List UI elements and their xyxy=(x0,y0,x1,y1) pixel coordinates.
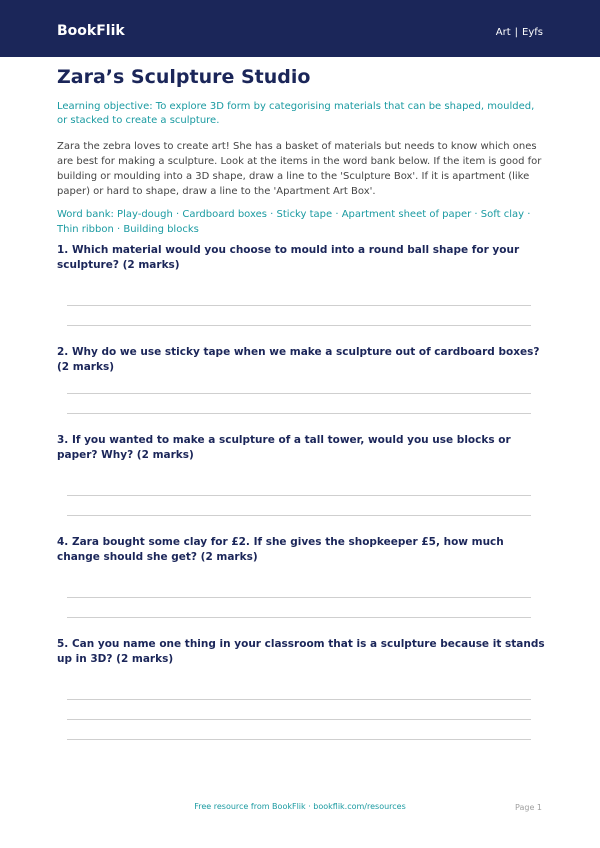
word-bank-item: Thin ribbon xyxy=(57,224,114,235)
answer-line[interactable] xyxy=(67,325,531,326)
answer-line[interactable] xyxy=(67,413,531,414)
answer-line[interactable] xyxy=(67,597,531,598)
page-title: Zara’s Sculpture Studio xyxy=(57,66,311,88)
answer-line[interactable] xyxy=(67,617,531,618)
learning-objective: Learning objective: To explore 3D form by categorising materials that can be shaped, moulded, or stacked to create a sculpture. xyxy=(57,101,535,126)
breadcrumb-separator: | xyxy=(514,27,519,38)
word-bank-item: Play-dough xyxy=(117,209,173,220)
intro-text: Zara the zebra loves to create art! She has a basket of materials but needs to know which ones are best for making a sculpture. Look at the items in the word bank below. If the item is good for building or moulding into a 3D shape, draw a line to the 'Sculpture Box'. If it is apartment (like paper) or hard to shape, draw a line to the 'Apartment Art Box'. xyxy=(57,141,542,197)
answer-line[interactable] xyxy=(67,719,531,720)
word-bank-item: Soft clay xyxy=(480,209,525,220)
question-2: 2. Why do we use sticky tape when we make a sculpture out of cardboard boxes? (2 marks) xyxy=(57,346,540,373)
breadcrumb-level[interactable]: Eyfs xyxy=(522,27,543,38)
word-bank-item: Sticky tape xyxy=(276,209,333,220)
word-bank-item: Apartment sheet of paper xyxy=(341,209,472,220)
answer-line[interactable] xyxy=(67,393,531,394)
worksheet-intro xyxy=(57,65,544,237)
question-1: 1. Which material would you choose to mould into a round ball shape for your sculpture? (2 marks) xyxy=(57,244,520,271)
answer-line[interactable] xyxy=(67,699,531,700)
answer-line[interactable] xyxy=(67,515,531,516)
page-header xyxy=(0,0,600,57)
question-3: 3. If you wanted to make a sculpture of a tall tower, would you use blocks or paper? Why? (2 marks) xyxy=(57,434,511,461)
page-number: Page 1 xyxy=(515,803,542,812)
word-bank: Word bank: Play-dough · Cardboard boxes · Sticky tape · Apartment sheet of paper · Soft clay · Thin ribbon · Building blocks xyxy=(57,209,531,235)
answer-line[interactable] xyxy=(67,739,531,740)
word-bank-item: Cardboard boxes xyxy=(182,209,267,220)
breadcrumb-subject[interactable]: Art xyxy=(495,27,511,38)
question-5: 5. Can you name one thing in your classroom that is a sculpture because it stands up in 3D? (2 marks) xyxy=(57,638,545,665)
word-bank-label: Word bank: xyxy=(57,209,114,220)
footer-resource-link[interactable]: Free resource from BookFlik · bookflik.com/resources xyxy=(194,802,406,811)
breadcrumb xyxy=(496,27,543,38)
brand-logo[interactable]: BookFlik xyxy=(57,23,125,39)
question-4: 4. Zara bought some clay for £2. If she gives the shopkeeper £5, how much change should she get? (2 marks) xyxy=(57,536,504,563)
answer-line[interactable] xyxy=(67,495,531,496)
answer-line[interactable] xyxy=(67,305,531,306)
word-bank-item: Building blocks xyxy=(123,224,199,235)
